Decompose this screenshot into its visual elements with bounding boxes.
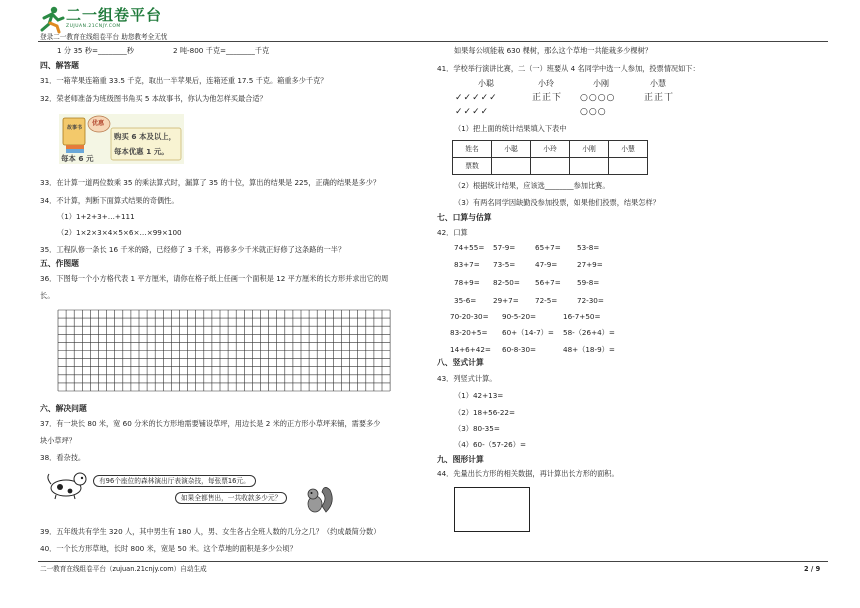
- question-36-line-2: 长。: [40, 291, 55, 300]
- table-cell: [609, 158, 648, 175]
- fill-blank-line-a: 1 分 35 秒=________秒: [57, 46, 134, 55]
- header-tagline: 登录二一教育在线组卷平台 助您教考全无忧: [40, 33, 168, 41]
- question-34-part-2: （2）1×2×3×4×5×6×…×99×100: [57, 228, 182, 237]
- question-41-part-1: （1）把上面的统计结果填入下表中: [454, 124, 567, 133]
- runner-logo-icon: [36, 4, 66, 34]
- table-cell: 小刚: [570, 141, 609, 158]
- question-37-line-2: 块小草坪？: [40, 436, 76, 445]
- tally-name-4: 小慧: [650, 79, 666, 88]
- question-43: 43．列竖式计算。: [437, 374, 497, 383]
- question-42: 42．口算: [437, 228, 468, 237]
- question-41-part-2: （2）根据统计结果，应该选________参加比赛。: [454, 181, 610, 190]
- oral-calc-item: 16-7+50=: [563, 312, 601, 321]
- oral-calc-item: 59-8=: [577, 278, 600, 287]
- table-cell: 小慧: [609, 141, 648, 158]
- question-34: 34．不计算，判断下面算式结果的奇偶性。: [40, 196, 179, 205]
- section-heading-6: 六、解决问题: [40, 404, 87, 413]
- oral-calc-item: 27+9=: [577, 260, 603, 269]
- oral-calc-item: 72-30=: [577, 296, 604, 305]
- oral-calc-item: 90-5-20=: [502, 312, 537, 321]
- table-cell: [492, 158, 531, 175]
- oral-calc-item: 72-5=: [535, 296, 558, 305]
- question-43-item-1: （1）42+13=: [454, 391, 504, 400]
- section-heading-5: 五、作图题: [40, 259, 79, 268]
- question-34-part-1: （1）1+2+3+…+111: [57, 212, 135, 221]
- oral-calc-item: 14+6+42=: [450, 345, 491, 354]
- fill-blank-line-b: 2 吨-800 千克=________千克: [173, 46, 270, 55]
- book-label: 故事书: [67, 125, 83, 131]
- oral-calc-item: 78+9=: [454, 278, 480, 287]
- offer-line-2: 每本优惠 1 元。: [114, 147, 169, 156]
- table-cell: [570, 158, 609, 175]
- square-grid-paper: [57, 309, 397, 393]
- table-row: [453, 141, 648, 158]
- oral-calc-item: 83+7=: [454, 260, 480, 269]
- tally-name-1: 小聪: [478, 79, 494, 88]
- question-33: 33．在计算一道两位数乘 35 的乘法算式时，漏算了 35 的十位，算出的结果是 225，正确的结果是多少？: [40, 178, 381, 187]
- question-35: 35．工程队修一条长 16 千米的路，已经修了 3 千米，再修多少千米就正好修了这条路的一半？: [40, 245, 346, 254]
- oral-calc-item: 74+55=: [454, 243, 485, 252]
- question-43-item-4: （4）60-（57-26）=: [454, 440, 526, 449]
- page-number: 2 / 9: [804, 565, 821, 573]
- question-41-part-3: （3）有两名同学因缺勤没参加投票，如果他们投票，结果怎样？: [454, 198, 660, 207]
- oral-calc-item: 70-20-30=: [450, 312, 489, 321]
- book-price: 每本 6 元: [61, 154, 94, 163]
- question-41: 41．学校举行演讲比赛，二（一）班要从 4 名同学中选一人参加，投票情况如下：: [437, 64, 700, 73]
- question-44: 44．先量出长方形的相关数据，再计算出长方形的面积。: [437, 469, 619, 478]
- question-37-line-1: 37．有一块长 80 米，宽 60 分米的长方形地需要铺设草坪，用边长是 2 米的正方形小草坪来铺，需要多少: [40, 419, 381, 428]
- table-cell: [531, 158, 570, 175]
- vote-table: [452, 140, 648, 175]
- section-heading-8: 八、竖式计算: [437, 358, 484, 367]
- rectangle-figure: [454, 487, 530, 532]
- oral-calc-item: 56+7=: [535, 278, 561, 287]
- tally-marks-1b: ✓✓✓✓: [455, 107, 490, 117]
- oral-calc-item: 82-50=: [493, 278, 520, 287]
- question-38: 38．看杂技。: [40, 453, 86, 462]
- oral-calc-item: 29+7=: [493, 296, 519, 305]
- question-32: 32．荣老师准备为班级图书角买 5 本故事书，你认为他怎样买最合适？: [40, 94, 267, 103]
- oral-calc-item: 58-（26+4）=: [563, 328, 615, 337]
- speech-bubble-squirrel: 如果全都售出，一共收款多少元？: [175, 492, 287, 504]
- section-heading-7: 七、口算与估算: [437, 213, 492, 222]
- table-cell: 小聪: [492, 141, 531, 158]
- brand-subtitle: ZUJUAN.21CNJY.COM: [66, 24, 121, 29]
- table-cell: 小玲: [531, 141, 570, 158]
- table-row: [453, 158, 648, 175]
- question-40-continued: 如果每公顷能栽 630 棵树，那么这个草地一共能栽多少棵树？: [454, 46, 652, 55]
- tally-name-3: 小刚: [593, 79, 609, 88]
- table-cell: 票数: [453, 158, 492, 175]
- tally-marks-3a: ○○○○: [580, 93, 616, 103]
- speech-bubble-dog: 有96个座位的森林演出厅表演杂技，每张票16元。: [93, 475, 256, 487]
- oral-calc-item: 47-9=: [535, 260, 558, 269]
- tally-marks-3b: ○○○: [580, 107, 607, 117]
- dog-icon: [46, 468, 92, 500]
- question-39: 39．五年级共有学生 320 人，其中男生有 180 人，男、女生各占全班人数的几分之几？（约成最简分数）: [40, 527, 381, 536]
- tally-marks-2a: 正正下: [532, 93, 563, 103]
- question-36-line-1: 36．下图每一个小方格代表 1 平方厘米，请你在格子纸上任画一个面积是 12 平方厘米的长方形并求出它的周: [40, 274, 389, 283]
- tally-marks-1a: ✓✓✓✓✓: [455, 93, 498, 103]
- footer-divider: [38, 561, 828, 562]
- question-43-item-3: （3）80-35=: [454, 424, 500, 433]
- question-31: 31．一箱苹果连箱重 33.5 千克，取出一半苹果后，连箱还重 17.5 千克。箱重多少千克？: [40, 76, 328, 85]
- header-divider: [38, 41, 828, 42]
- oral-calc-item: 73-5=: [493, 260, 516, 269]
- tally-marks-4a: 正正丅: [644, 93, 675, 103]
- table-cell: 姓名: [453, 141, 492, 158]
- oral-calc-item: 57-9=: [493, 243, 516, 252]
- oral-calc-item: 53-8=: [577, 243, 600, 252]
- question-43-item-2: （2）18+56-22=: [454, 408, 516, 417]
- oral-calc-item: 48+（18-9）=: [563, 345, 615, 354]
- oral-calc-item: 60+（14-7）=: [502, 328, 554, 337]
- sale-tag: 优惠: [92, 120, 105, 127]
- section-heading-9: 九、图形计算: [437, 455, 484, 464]
- tally-name-2: 小玲: [538, 79, 554, 88]
- offer-line-1: 购买 6 本及以上，: [114, 132, 177, 141]
- oral-calc-item: 83-20+5=: [450, 328, 488, 337]
- brand-name: 二一组卷平台: [66, 6, 163, 24]
- oral-calc-item: 35-6=: [454, 296, 477, 305]
- footer-source: 二一教育在线组卷平台（zujuan.21cnjy.com）自动生成: [40, 565, 207, 573]
- oral-calc-item: 65+7=: [535, 243, 561, 252]
- question-40: 40．一个长方形草地，长时 800 米，宽是 50 米。这个草地的面积是多少公顷？: [40, 544, 297, 553]
- section-heading-4: 四、解答题: [40, 61, 79, 70]
- squirrel-icon: [302, 484, 336, 514]
- oral-calc-item: 60-8-30=: [502, 345, 537, 354]
- book-sale-illustration: [59, 114, 184, 164]
